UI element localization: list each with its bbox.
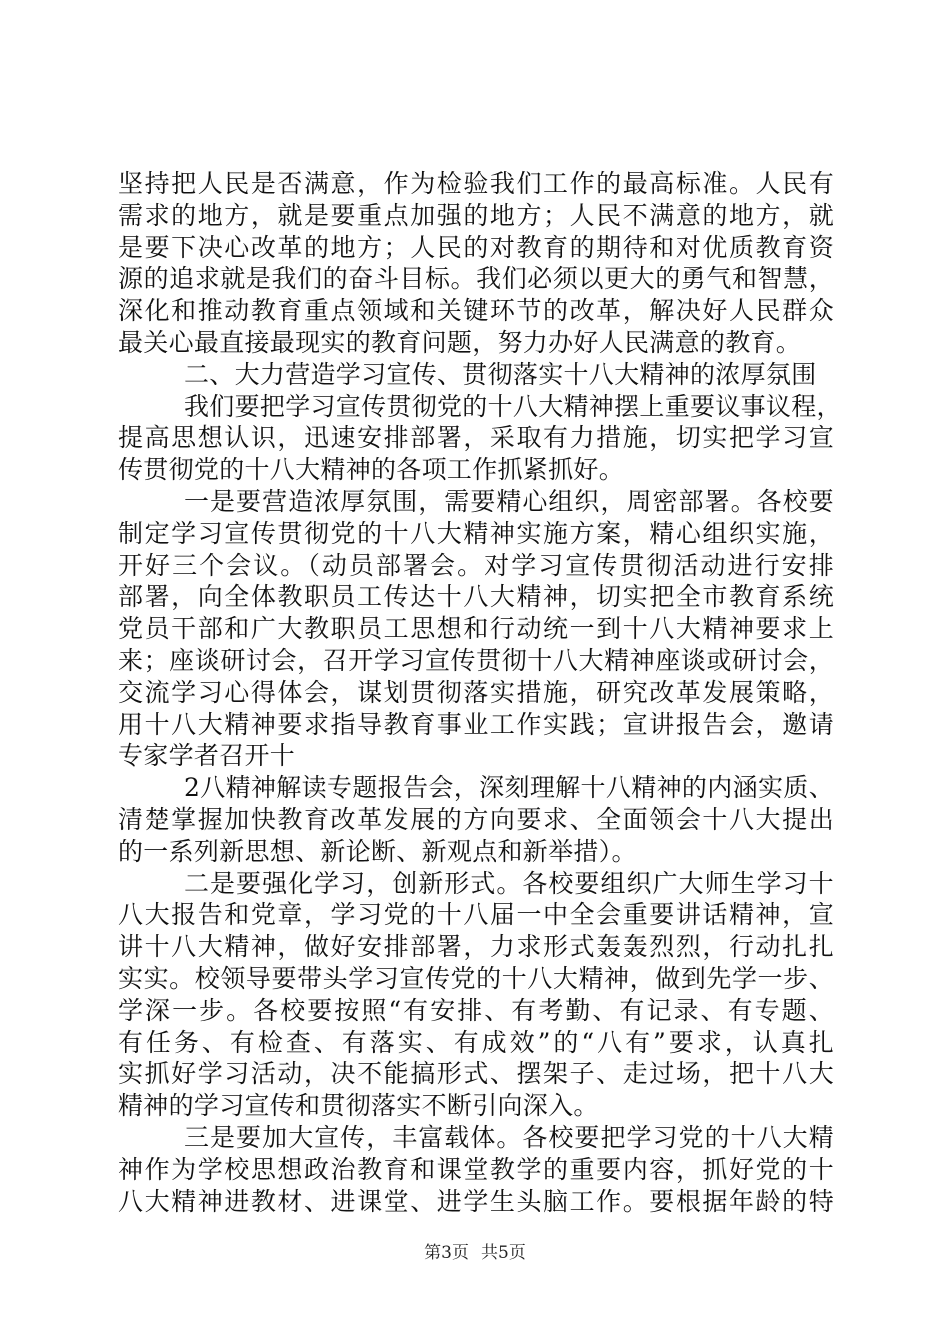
text-line: 讲十八大精神，做好安排部署，力求形式轰轰烈烈，行动扎扎 [118, 932, 834, 962]
text-line: 深化和推动教育重点领域和关键环节的改革，解决好人民群众 [118, 296, 834, 326]
text-line: 来；座谈研讨会，召开学习宣传贯彻十八大精神座谈或研讨会， [118, 645, 834, 675]
text-line: 八大精神进教材、进课堂、进学生头脑工作。要根据年龄的特 [118, 1186, 834, 1216]
text-line: 二是要强化学习，创新形式。各校要组织广大师生学习十 [184, 868, 834, 898]
text-line: 提高思想认识，迅速安排部署，采取有力措施，切实把学习宣 [118, 423, 834, 453]
text-line: 开好三个会议。（动员部署会。对学习宣传贯彻活动进行安排 [118, 550, 834, 580]
text-line: 的一系列新思想、新论断、新观点和新举措）。 [118, 836, 637, 866]
page-number-total: 共5页 [481, 1243, 526, 1263]
text-line: 制定学习宣传贯彻党的十八大精神实施方案，精心组织实施， [118, 518, 834, 548]
text-line: 八大报告和党章，学习党的十八届一中全会重要讲话精神，宣 [118, 900, 834, 930]
text-line: 最关心最直接最现实的教育问题，努力办好人民满意的教育。 [118, 327, 802, 357]
text-line: 坚持把人民是否满意，作为检验我们工作的最高标准。人民有 [118, 169, 834, 198]
text-line: 三是要加大宣传，丰富载体。各校要把学习党的十八大精 [184, 1122, 834, 1152]
text-line: 实实。校领导要带头学习宣传党的十八大精神，做到先学一步、 [118, 963, 834, 993]
text-line: 党员干部和广大教职员工思想和行动统一到十八大精神要求上 [118, 614, 834, 644]
document-body [118, 168, 842, 1217]
text-line: 是要下决心改革的地方；人民的对教育的期待和对优质教育资 [118, 232, 834, 262]
text-line: 用十八大精神要求指导教育事业工作实践；宣讲报告会，邀请 [118, 709, 834, 739]
text-line: 部署，向全体教职员工传达十八大精神，切实把全市教育系统 [118, 582, 834, 612]
text-line: 2八精神解读专题报告会，深刻理解十八精神的内涵实质、 [184, 773, 834, 803]
text-line: 有任务、有检查、有落实、有成效”的“八有”要求，认真扎 [118, 1027, 834, 1057]
text-line: 神作为学校思想政治教育和课堂教学的重要内容，抓好党的十 [118, 1154, 834, 1184]
text-line: 我们要把学习宣传贯彻党的十八大精神摆上重要议事议程， [184, 391, 842, 421]
text-line: 实抓好学习活动，决不能搞形式、摆架子、走过场，把十八大 [118, 1059, 834, 1089]
text-line: 传贯彻党的十八大精神的各项工作抓紧抓好。 [118, 455, 625, 485]
page-number-current: 第3页 [424, 1243, 469, 1263]
text-line: 清楚掌握加快教育改革发展的方向要求、全面领会十八大提出 [118, 804, 834, 834]
text-line: 学深一步。各校要按照“有安排、有考勤、有记录、有专题、 [118, 995, 834, 1025]
text-line: 专家学者召开十 [118, 741, 296, 771]
page-footer [0, 1242, 950, 1264]
text-line: 交流学习心得体会，谋划贯彻落实措施，研究改革发展策略， [118, 677, 834, 707]
text-line: 需求的地方，就是要重点加强的地方；人民不满意的地方，就 [118, 200, 834, 230]
text-line: 一是要营造浓厚氛围，需要精心组织，周密部署。各校要 [184, 486, 834, 516]
text-line: 二、大力营造学习宣传、贯彻落实十八大精神的浓厚氛围 [184, 359, 817, 389]
text-line: 精神的学习宣传和贯彻落实不断引向深入。 [118, 1091, 599, 1121]
text-line: 源的追求就是我们的奋斗目标。我们必须以更大的勇气和智慧， [118, 264, 834, 294]
